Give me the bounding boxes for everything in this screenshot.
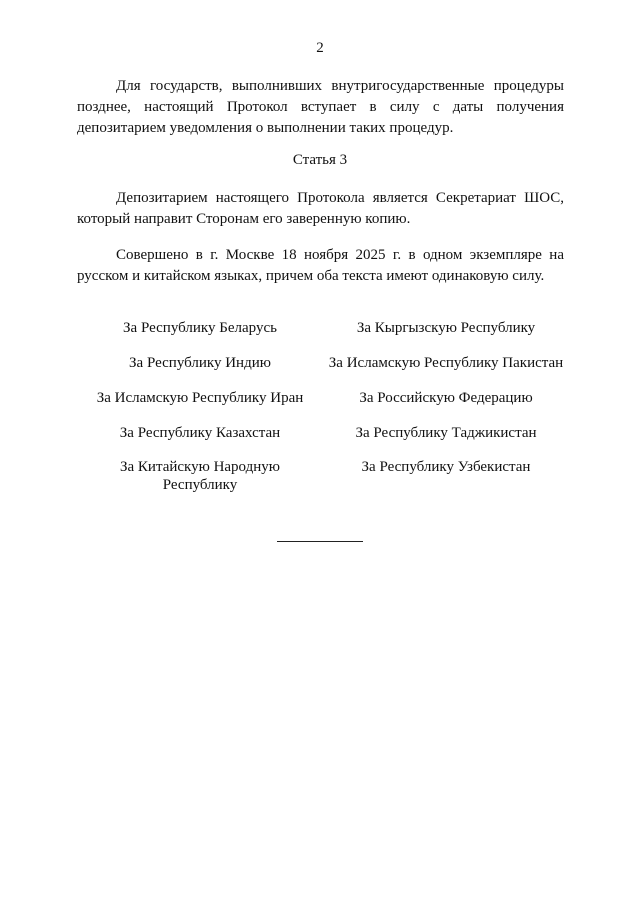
- signature-russia: За Российскую Федерацию: [359, 390, 533, 406]
- paragraph-depositary: Депозитарием настоящего Протокола является Секретариат ШОС, который направит Сторонам его заверенную копию.: [77, 190, 564, 227]
- signature-kyrgyzstan: За Кыргызскую Республику: [356, 320, 536, 336]
- paragraph-done-at: Совершено в г. Москве 18 ноября 2025 г. в одном экземпляре на русском и китайском языках, причем оба текста имеют одинаковую силу.: [77, 247, 564, 284]
- article-heading: Статья 3: [292, 152, 348, 168]
- closing-divider: [277, 541, 363, 542]
- signature-pakistan: За Исламскую Республику Пакистан: [328, 355, 564, 371]
- paragraph-entry-into-force: Для государств, выполнивших внутригосударственные процедуры позднее, настоящий Протокол вступает в силу с даты получения депозитарием уведомления о выполнении таких процедур.: [77, 78, 564, 136]
- signature-china: За Китайскую Народную Республику: [120, 459, 280, 493]
- signature-india: За Республику Индию: [129, 355, 271, 371]
- signature-iran: За Исламскую Республику Иран: [96, 390, 304, 406]
- signature-uzbekistan: За Республику Узбекистан: [361, 459, 531, 475]
- signature-tajikistan: За Республику Таджикистан: [355, 425, 537, 441]
- signature-kazakhstan: За Республику Казахстан: [119, 425, 281, 441]
- signature-belarus: За Республику Беларусь: [123, 320, 277, 336]
- page-number: 2: [316, 40, 324, 56]
